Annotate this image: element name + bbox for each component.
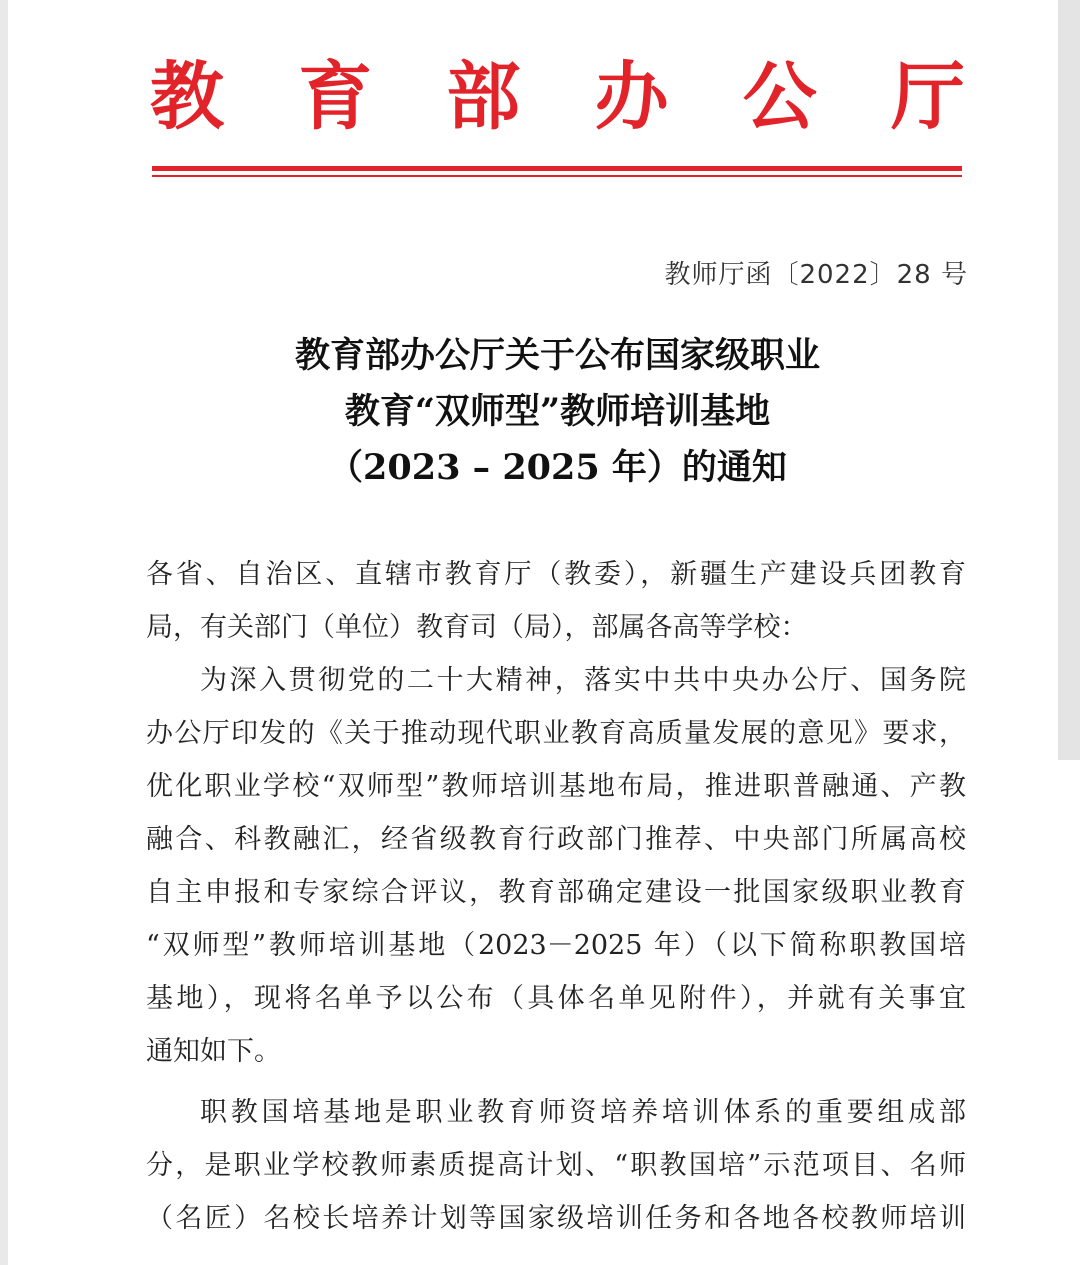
letterhead-char: 办 [594,54,669,140]
document-number: 教师厅函〔2022〕28 号 [664,260,968,290]
paragraph-line: 优化职业学校“双师型”教师培训基地布局，推进职普融通、产教 [146,771,966,802]
document-title [150,328,965,496]
letterhead-char: 教 [150,54,224,140]
letterhead-char: 部 [446,54,521,140]
paragraph-line: 通知如下。 [146,1036,281,1067]
paragraph-1 [146,654,966,1078]
paragraph-line: 分，是职业学校教师素质提高计划、“职教国培”示范项目、名师 [146,1150,966,1181]
paragraph-gap [146,1078,966,1086]
right-page-edge [1058,0,1080,760]
paragraph-line: 办公厅印发的《关于推动现代职业教育高质量发展的意见》要求， [146,718,966,749]
paragraph-line: 职教国培基地是职业教育师资培养培训体系的重要组成部 [200,1097,966,1128]
paragraph-line: 自主申报和专家综合评议，教育部确定建设一批国家级职业教育 [146,877,966,908]
paragraph-line: （名匠）名校长培养计划等国家级培训任务和各地各校教师培训 [146,1203,966,1234]
title-line: （2023 – 2025 年）的通知 [328,447,787,488]
paragraph-line: 为深入贯彻党的二十大精神，落实中共中央办公厅、国务院 [200,665,966,696]
paragraph-line: “双师型”教师培训基地（2023－2025 年）（以下简称职教国培 [146,930,966,961]
left-page-edge [0,0,8,1265]
letterhead-red-rule-thick [152,166,962,171]
letterhead-char: 育 [298,54,373,140]
letterhead-char: 公 [742,54,817,140]
title-line: 教育部办公厅关于公布国家级职业 [294,335,820,376]
addressee [146,548,966,654]
document-body [146,548,966,1245]
letterhead [150,55,965,140]
paragraph-line: 基地），现将名单予以公布（具体名单见附件），并就有关事宜 [146,983,966,1014]
addressee-line: 各省、自治区、直辖市教育厅（教委），新疆生产建设兵团教育 [146,559,966,590]
paragraph-2 [146,1086,966,1245]
paragraph-line: 融合、科教融汇，经省级教育行政部门推荐、中央部门所属高校 [146,824,966,855]
letterhead-char: 厅 [890,54,965,140]
title-line: 教育“双师型”教师培训基地 [344,391,771,432]
letterhead-red-rule-thin [152,175,962,177]
addressee-line: 局，有关部门（单位）教育司（局），部属各高等学校： [146,612,808,643]
